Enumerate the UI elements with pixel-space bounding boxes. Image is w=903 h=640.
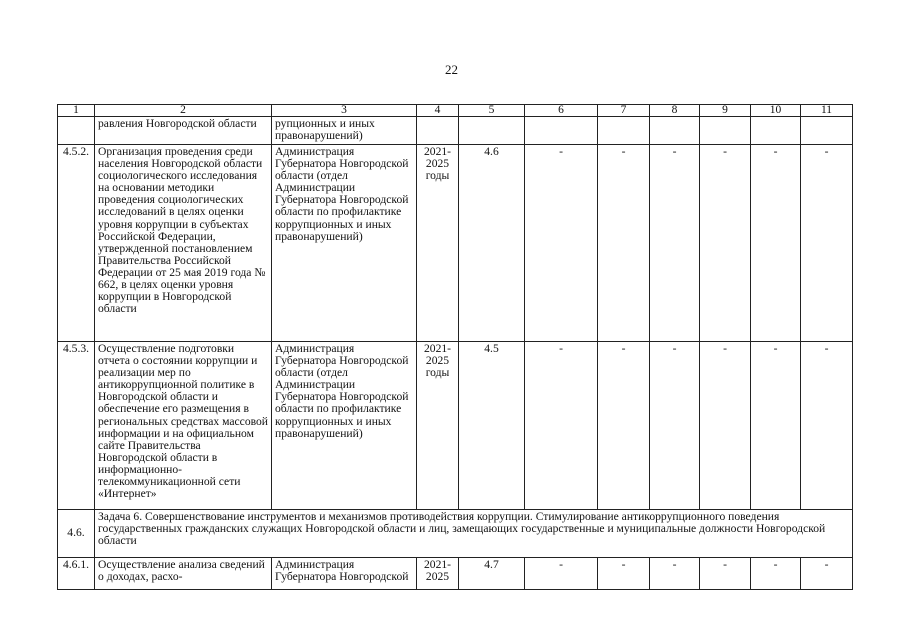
task-row: [58, 510, 853, 558]
value-cell: [598, 117, 650, 145]
value-cell: -: [801, 342, 853, 510]
value-cell: -: [700, 342, 751, 510]
value-cell: -: [751, 145, 801, 342]
value-cell: -: [801, 558, 853, 590]
header-cell: 8: [650, 105, 700, 117]
header-cell: 6: [525, 105, 598, 117]
value-cell: -: [650, 558, 700, 590]
row-number: 4.5.2.: [58, 145, 95, 342]
header-cell: 2: [95, 105, 272, 117]
value-cell: -: [598, 558, 650, 590]
table-row: [58, 117, 853, 145]
row-number: 4.6.1.: [58, 558, 95, 590]
table-row: [58, 342, 853, 510]
value-cell: -: [700, 145, 751, 342]
value-cell: -: [801, 145, 853, 342]
value-cell: -: [598, 342, 650, 510]
header-cell: 5: [459, 105, 525, 117]
header-cell: 11: [801, 105, 853, 117]
value-cell: -: [525, 145, 598, 342]
value-cell: [700, 117, 751, 145]
value-cell: [751, 117, 801, 145]
row-number: [58, 117, 95, 145]
period-cell: 2021-2025 годы: [417, 145, 459, 342]
value-cell: -: [650, 342, 700, 510]
executor-cell: Администрация Губернатора Новгородской: [272, 558, 417, 590]
header-cell: 10: [751, 105, 801, 117]
activity-cell: Осуществление подготовки отчета о состоянии коррупции и реализации мер по антикоррупционной политике в Новгородской области и обеспечение его размещения в региональных средствах массовой информации и на официальном сайте Правительства Новгородской области в информационно-телекоммуникационной сети «Интернет»: [95, 342, 272, 510]
header-cell: 4: [417, 105, 459, 117]
executor-cell: рупционных и иных правонарушений): [272, 117, 417, 145]
executor-cell: Администрация Губернатора Новгородской области (отдел Администрации Губернатора Новгородской области по профилактике коррупционных и иных правонарушений): [272, 342, 417, 510]
task-description: Задача 6. Совершенствование инструментов и механизмов противодействия коррупции. Стимулирование антикоррупционного поведения государственных гражданских служащих Новгородской области и лиц, замещающих государственные и муниципальные должности Новгородской области: [95, 510, 853, 558]
target-cell: 4.5: [459, 342, 525, 510]
value-cell: -: [598, 145, 650, 342]
header-cell: 7: [598, 105, 650, 117]
value-cell: [525, 117, 598, 145]
value-cell: -: [751, 558, 801, 590]
value-cell: -: [525, 342, 598, 510]
period-cell: [417, 117, 459, 145]
task-number: 4.6.: [58, 510, 95, 558]
row-number: 4.5.3.: [58, 342, 95, 510]
value-cell: [650, 117, 700, 145]
activity-cell: Осуществление анализа сведений о доходах, расхо-: [95, 558, 272, 590]
value-cell: [801, 117, 853, 145]
header-row: [58, 105, 853, 117]
header-cell: 3: [272, 105, 417, 117]
activity-cell: Организация проведения среди населения Новгородской области социологического исследования на основании методики проведения социологических исследований в целях оценки уровня коррупции в субъектах Российской Федерации, утвержденной постановлением Правительства Российской Федерации от 25 мая 2019 года № 662, в целях оценки уровня коррупции в Новгородской области: [95, 145, 272, 342]
period-cell: 2021-2025: [417, 558, 459, 590]
value-cell: -: [525, 558, 598, 590]
page-number: 22: [445, 62, 458, 77]
activity-cell: равления Новгородской области: [95, 117, 272, 145]
header-cell: 1: [58, 105, 95, 117]
target-cell: [459, 117, 525, 145]
table-row: [58, 145, 853, 342]
period-cell: 2021-2025 годы: [417, 342, 459, 510]
target-cell: 4.7: [459, 558, 525, 590]
value-cell: -: [650, 145, 700, 342]
value-cell: -: [700, 558, 751, 590]
target-cell: 4.6: [459, 145, 525, 342]
table-row: [58, 558, 853, 590]
value-cell: -: [751, 342, 801, 510]
executor-cell: Администрация Губернатора Новгородской области (отдел Администрации Губернатора Новгородской области по профилактике коррупционных и иных правонарушений): [272, 145, 417, 342]
program-table: [57, 104, 853, 590]
header-cell: 9: [700, 105, 751, 117]
